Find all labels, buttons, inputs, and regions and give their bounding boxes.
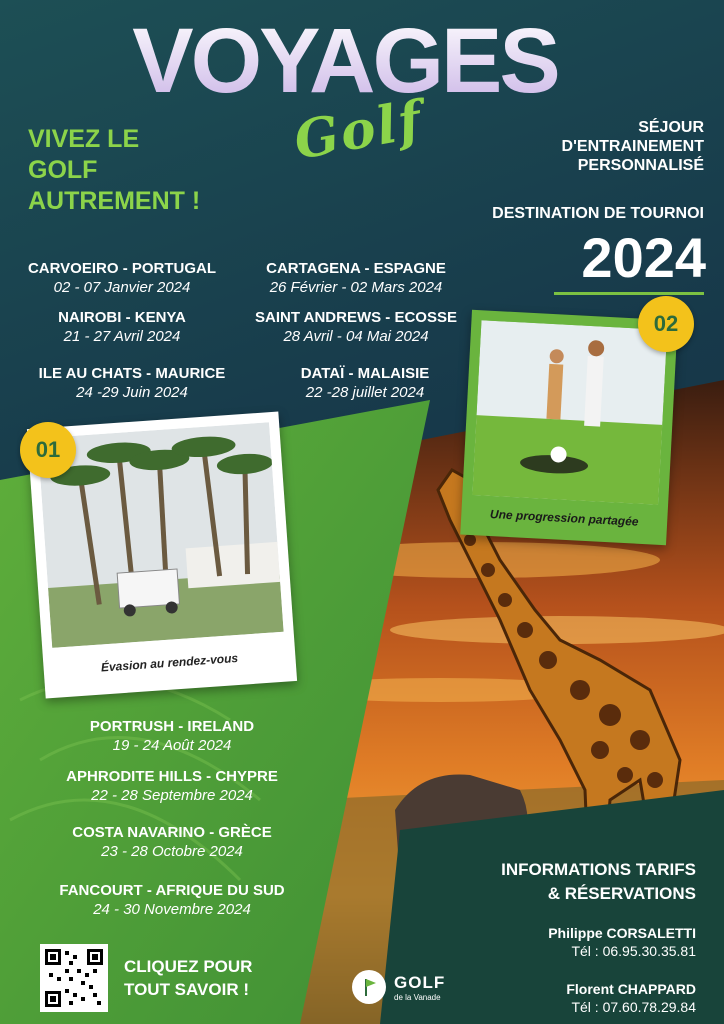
logo-subtext: de la Vanade — [394, 992, 441, 1002]
destination-name: CARTAGENA - ESPAGNE — [266, 260, 446, 277]
destination-item — [22, 882, 322, 919]
info-title-line: INFORMATIONS TARIFS — [501, 860, 696, 879]
qr-code-icon — [43, 947, 105, 1009]
destination-heading: DESTINATION DE TOURNOI — [492, 205, 704, 222]
destination-dates: 22 - 28 Septembre 2024 — [91, 787, 253, 804]
destination-dates: 24 - 30 Novembre 2024 — [93, 901, 251, 918]
contact-phone[interactable]: Tél : 06.95.30.35.81 — [571, 943, 696, 959]
destination-name: DATAÏ - MALAISIE — [300, 365, 430, 382]
contact-item — [548, 924, 696, 960]
info-title-line: & RÉSERVATIONS — [547, 884, 696, 903]
tagline-line: VIVEZ LE — [28, 125, 140, 153]
qr-code[interactable] — [40, 944, 108, 1012]
destination-item — [22, 824, 322, 861]
year: 2024 — [581, 226, 706, 289]
cta-line: TOUT SAVOIR ! — [124, 980, 249, 999]
info-title — [426, 858, 696, 906]
badge-02: 02 — [638, 296, 694, 352]
destination-item — [236, 308, 476, 346]
tagline-line: AUTREMENT ! — [28, 187, 201, 215]
cta-line: CLIQUEZ POUR — [124, 957, 253, 976]
contact-phone[interactable]: Tél : 07.60.78.29.84 — [571, 999, 696, 1015]
destination-dates: 21 - 27 Avril 2024 — [63, 328, 181, 345]
contact-item — [566, 980, 696, 1016]
golf-vanade-logo — [352, 970, 445, 1004]
logo-text: GOLF — [394, 972, 446, 992]
golf-hole-photo — [472, 320, 667, 504]
destination-name: ILE AU CHATS - MAURICE — [38, 365, 226, 382]
contact-name: Philippe CORSALETTI — [548, 925, 696, 941]
destination-item — [260, 364, 470, 402]
golf-script-title: Golf — [289, 89, 428, 172]
destination-dates: 22 -28 juillet 2024 — [305, 384, 425, 401]
destination-dates: 28 Avril - 04 Mai 2024 — [283, 328, 429, 345]
destination-name: NAIROBI - KENYA — [58, 309, 186, 326]
destination-dates: 19 - 24 Août 2024 — [112, 737, 232, 754]
tagline-line: GOLF — [28, 156, 98, 184]
sejour-line: PERSONNALISÉ — [577, 157, 704, 174]
destination-dates: 24 -29 Juin 2024 — [76, 384, 188, 401]
sejour-line: SÉJOUR — [638, 119, 704, 136]
destination-dates: 02 - 07 Janvier 2024 — [53, 279, 191, 296]
destination-name: FANCOURT - AFRIQUE DU SUD — [59, 882, 285, 899]
contact-name: Florent CHAPPARD — [566, 981, 696, 997]
tagline — [28, 124, 248, 217]
title-text: VOYAGES — [132, 10, 558, 112]
destination-name: COSTA NAVARINO - GRÈCE — [72, 824, 272, 841]
golf-flag-icon — [352, 970, 386, 1004]
destination-dates: 23 - 28 Octobre 2024 — [101, 843, 243, 860]
photo-caption-1: Évasion au rendez-vous — [100, 650, 239, 675]
destination-name: APHRODITE HILLS - CHYPRE — [66, 768, 278, 785]
destination-item — [22, 768, 322, 805]
year-underline — [554, 292, 704, 295]
destination-dates: 26 Février - 02 Mars 2024 — [269, 279, 443, 296]
sejour-block — [464, 118, 704, 175]
destination-item — [14, 364, 250, 402]
destination-name: PORTRUSH - IRELAND — [89, 718, 255, 735]
destination-item — [14, 259, 230, 297]
sejour-line: D'ENTRAINEMENT — [561, 138, 704, 155]
destination-item — [22, 718, 322, 755]
destination-name: CARVOEIRO - PORTUGAL — [27, 260, 217, 277]
destination-name: SAINT ANDREWS - ECOSSE — [255, 309, 457, 326]
title-voyages — [110, 4, 580, 114]
destination-item — [236, 259, 476, 297]
badge-01: 01 — [20, 422, 76, 478]
photo-caption-2: Une progression partagée — [489, 506, 639, 529]
photo-card-2 — [460, 310, 677, 545]
cta-text[interactable] — [124, 955, 252, 1001]
destination-item — [14, 308, 230, 346]
